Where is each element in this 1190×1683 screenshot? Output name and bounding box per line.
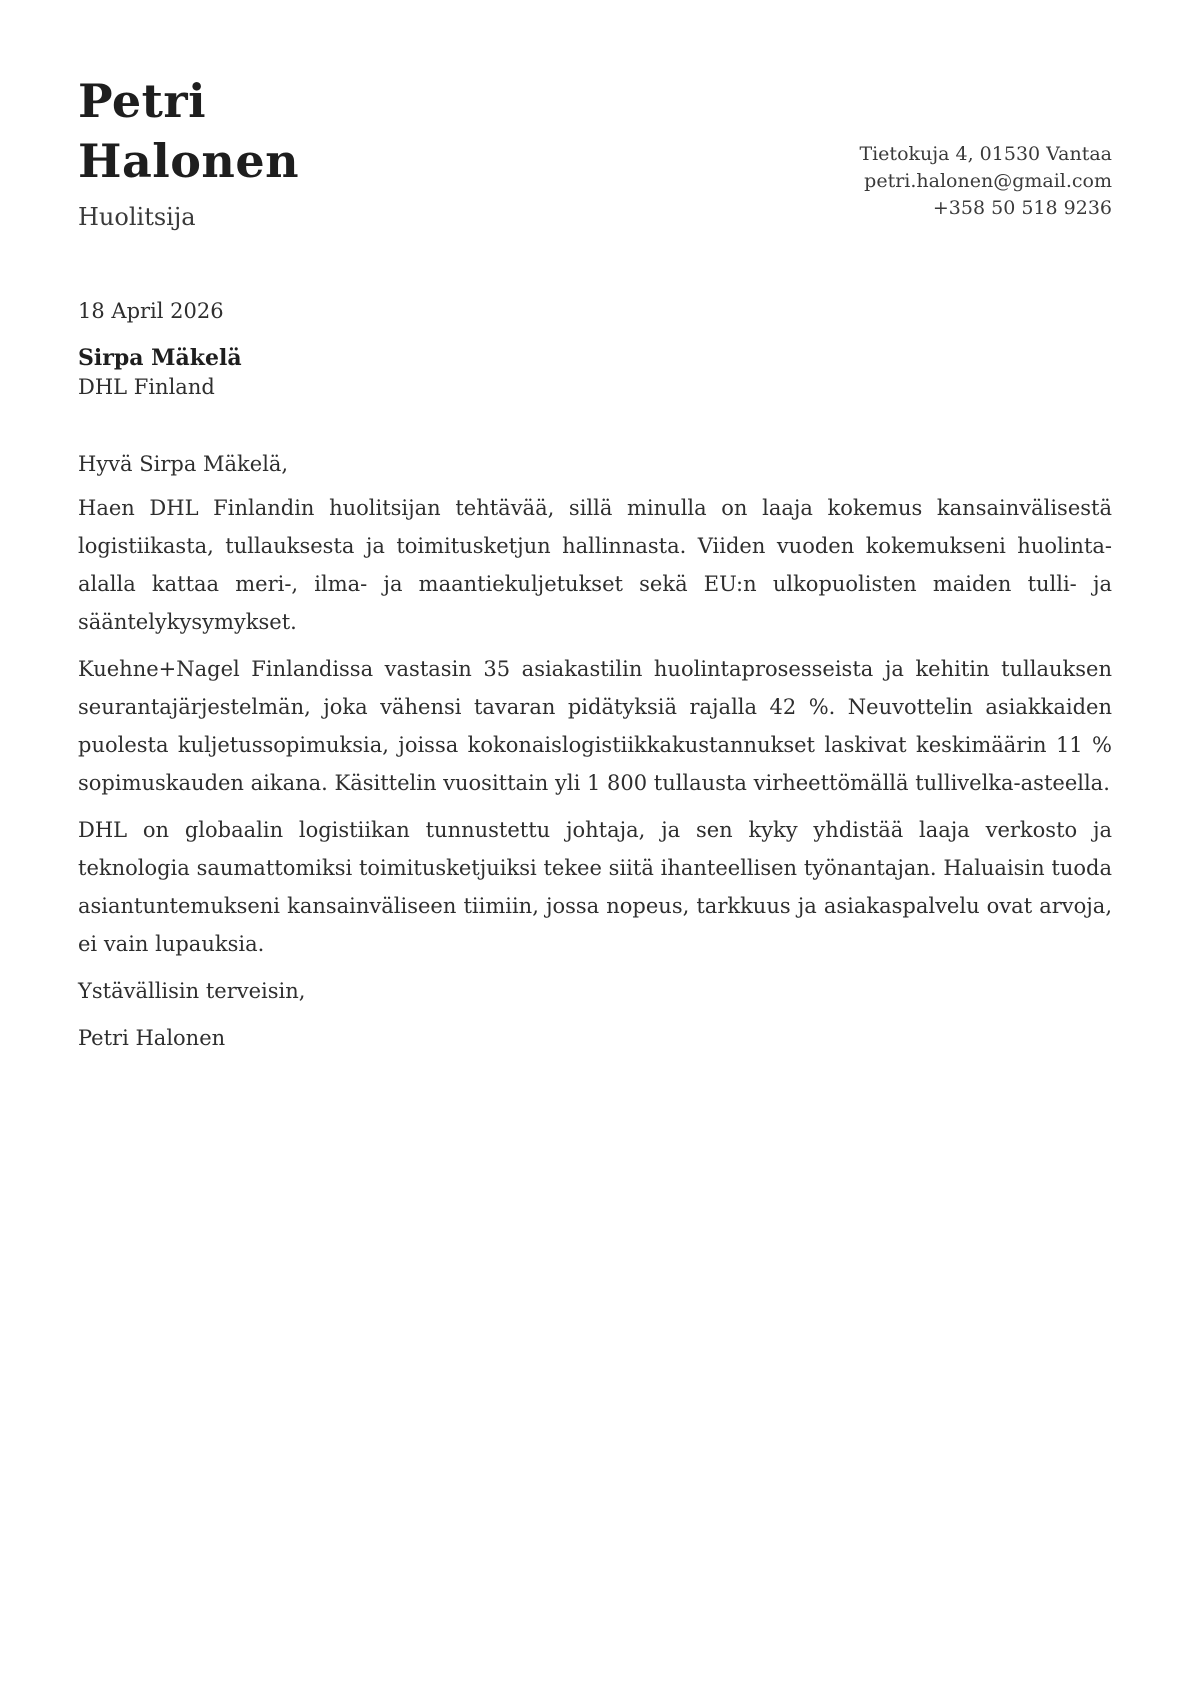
body-paragraph-1: Haen DHL Finlandin huolitsijan tehtävää, sillä minulla on laaja kokemus kansainvälisestä logistiikasta, tullauksesta ja toimitusketjun hallinnasta. Viiden vuoden kokemukseni huolinta-alalla kattaa meri-, ilma- ja maantiekuljetukset sekä EU:n ulkopuolisten maiden tulli- ja sääntelykysymykset. — [78, 495, 1112, 634]
letter-header — [78, 72, 1112, 233]
recipient-company: DHL Finland — [78, 374, 215, 399]
recipient-block — [78, 343, 1112, 401]
contact-address: Tietokuja 4, 01530 Vantaa — [859, 143, 1112, 165]
contact-phone: +358 50 518 9236 — [932, 197, 1112, 219]
closing-phrase: Ystävällisin terveisin, — [78, 978, 306, 1003]
letter-date: 18 April 2026 — [78, 298, 224, 323]
contact-info — [859, 141, 1112, 222]
candidate-identity — [78, 72, 408, 233]
candidate-job-title: Huolitsija — [78, 202, 196, 231]
candidate-name: Petri Halonen — [78, 74, 300, 188]
body-paragraph-2: Kuehne+Nagel Finlandissa vastasin 35 asiakastilin huolintaprosesseista ja kehitin tullauksen seurantajärjestelmän, joka vähensi tavaran pidätyksiä rajalla 42 %. Neuvottelin asiakkaiden puolesta kuljetussopimuksia, joissa kokonaislogistiikkakustannukset laskivat keskimäärin 11 % sopimuskauden aikana. Käsittelin vuosittain yli 1 800 tullausta virheettömällä tullivelka-asteella. — [78, 656, 1112, 795]
contact-email: petri.halonen@gmail.com — [864, 170, 1112, 192]
signature-name: Petri Halonen — [78, 1025, 226, 1050]
body-paragraph-3: DHL on globaalin logistiikan tunnustettu johtaja, ja sen kyky yhdistää laaja verkosto ja teknologia saumattomiksi toimitusketjuiksi tekee siitä ihanteellisen työnantajan. Haluaisin tuoda asiantuntemukseni kansainväliseen tiimiin, jossa nopeus, tarkkuus ja asiakaspalvelu ovat arvoja, ei vain lupauksia. — [78, 817, 1112, 956]
recipient-name: Sirpa Mäkelä — [78, 344, 242, 371]
salutation: Hyvä Sirpa Mäkelä, — [78, 451, 289, 476]
letter-body — [78, 445, 1112, 1057]
